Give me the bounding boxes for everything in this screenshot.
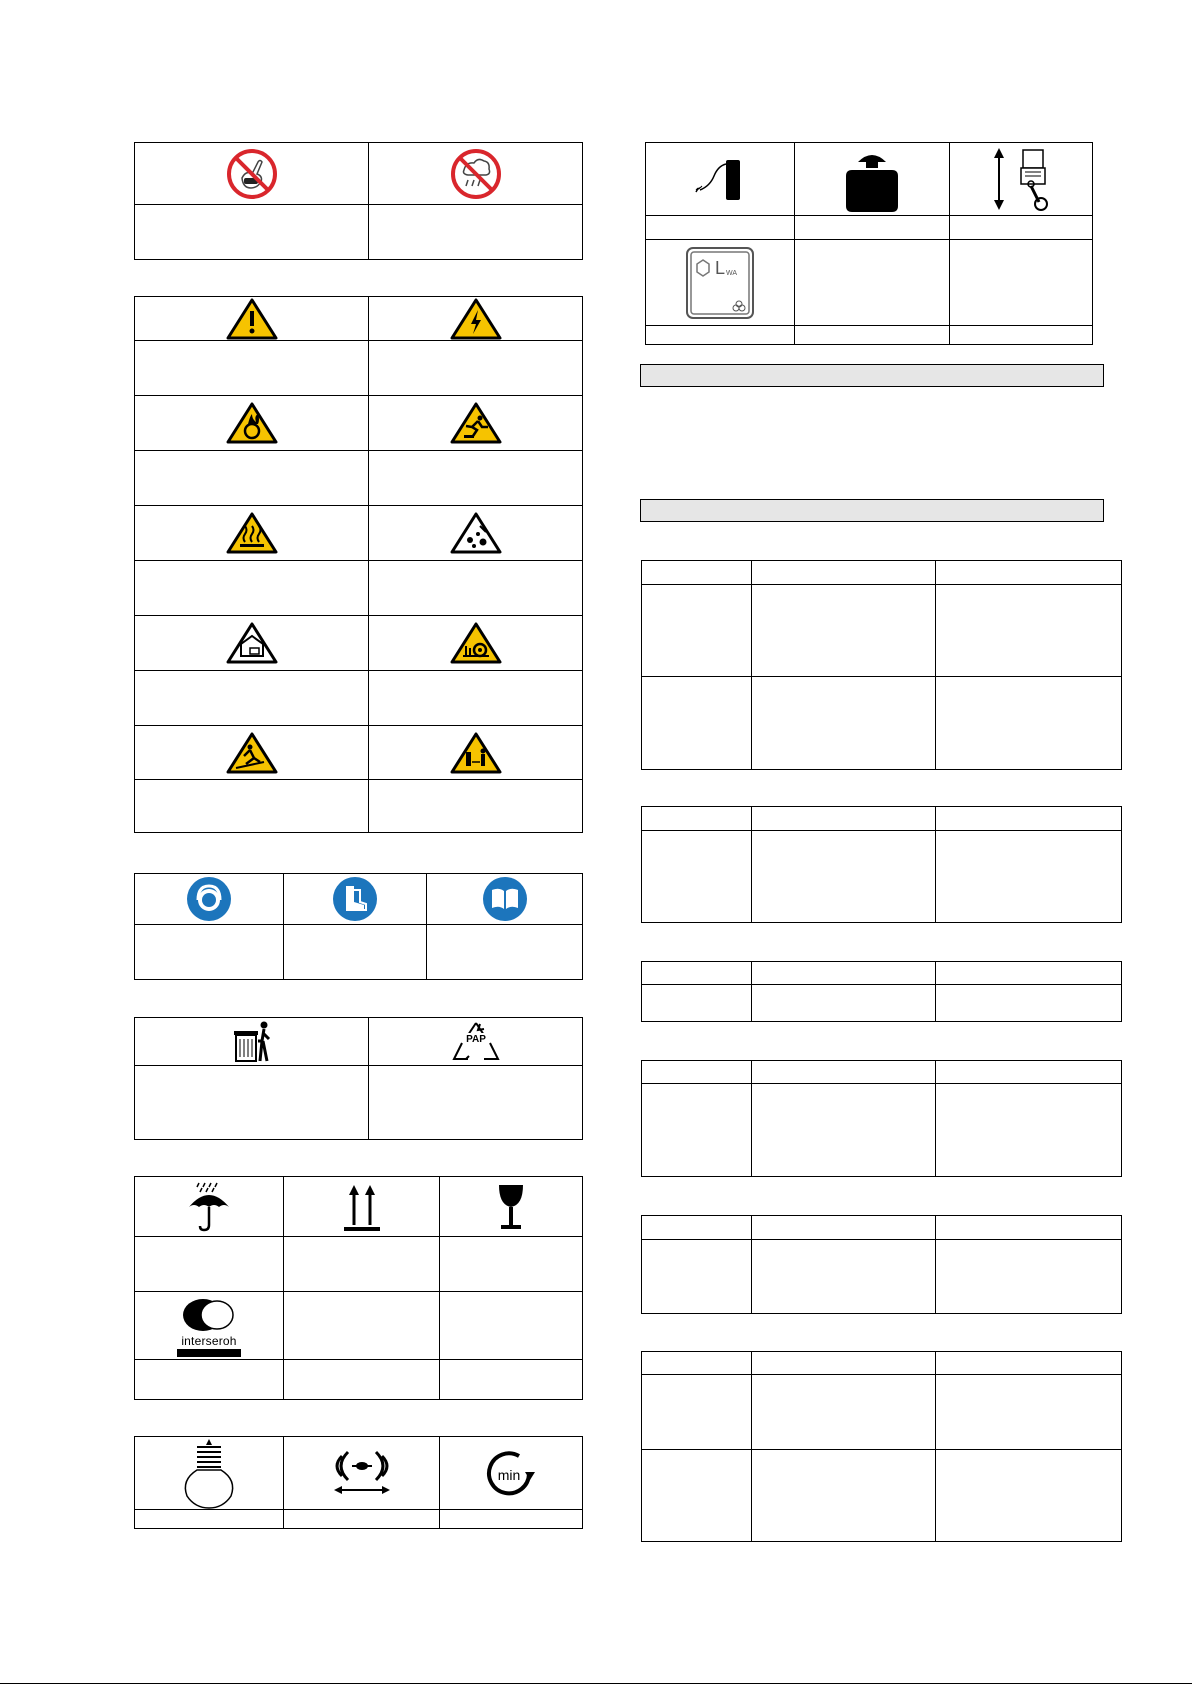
table-cell xyxy=(752,1375,936,1450)
text-cell xyxy=(440,1360,583,1400)
text-cell xyxy=(646,326,795,345)
text-cell xyxy=(135,780,369,833)
text-cell xyxy=(135,205,369,260)
sound-power-lwa-icon xyxy=(685,246,755,320)
header-cell xyxy=(642,1216,752,1240)
text-cell xyxy=(795,326,950,345)
header-cell xyxy=(752,1352,936,1375)
text-cell xyxy=(135,1360,284,1400)
table-cell xyxy=(642,985,752,1022)
text-cell xyxy=(440,1510,583,1529)
table-cell xyxy=(936,677,1122,770)
text-cell xyxy=(135,925,284,980)
interseroh-wordmark: interseroh xyxy=(181,1333,237,1348)
trip-hazard-icon xyxy=(450,402,502,444)
data-table-1 xyxy=(641,560,1122,770)
text-cell xyxy=(284,925,427,980)
general-warning-icon xyxy=(226,298,278,340)
fall-hazard-icon xyxy=(226,732,278,774)
flying-debris-cell xyxy=(369,506,583,561)
fragile-cell xyxy=(440,1177,583,1237)
table-cell xyxy=(642,1375,752,1450)
table-cell xyxy=(642,585,752,677)
header-cell xyxy=(642,1352,752,1375)
table-cell xyxy=(752,1450,936,1542)
pap-recycling-cell xyxy=(369,1018,583,1066)
bulb-cell xyxy=(135,1437,284,1510)
data-table-2 xyxy=(641,806,1122,923)
no-wet-icon xyxy=(450,148,502,200)
text-cell xyxy=(369,671,583,726)
spec-symbols-table xyxy=(134,1436,583,1529)
text-cell xyxy=(950,326,1093,345)
no-touch-cell xyxy=(135,143,369,205)
text-cell xyxy=(135,671,369,726)
wheelie-bin-cell xyxy=(135,1018,369,1066)
table-cell xyxy=(752,677,936,770)
electric-shock-cell xyxy=(369,297,583,341)
text-cell xyxy=(646,216,795,240)
table-cell xyxy=(752,985,936,1022)
flammable-cell xyxy=(135,396,369,451)
table-cell xyxy=(642,831,752,923)
wheelie-bin-crossed-icon xyxy=(230,1019,274,1065)
header-cell xyxy=(642,807,752,831)
fuel-can-cell xyxy=(646,143,795,216)
svg-text:WA: WA xyxy=(726,269,738,277)
page-bottom-rule xyxy=(0,1683,1192,1684)
text-cell xyxy=(284,1292,440,1360)
header-cell xyxy=(936,561,1122,585)
text-cell xyxy=(135,1237,284,1292)
header-cell xyxy=(642,1061,752,1084)
header-cell xyxy=(936,1216,1122,1240)
table-cell xyxy=(642,1084,752,1177)
header-cell xyxy=(642,962,752,985)
bulb-icon xyxy=(179,1437,239,1509)
interseroh-circles-icon xyxy=(177,1295,241,1335)
text-cell xyxy=(795,216,950,240)
text-cell xyxy=(135,561,369,616)
table-cell xyxy=(752,585,936,677)
svg-text:min: min xyxy=(497,1467,521,1483)
table-cell xyxy=(936,1375,1122,1450)
keep-distance-icon xyxy=(450,732,502,774)
ear-protection-cell xyxy=(135,874,284,925)
text-cell xyxy=(369,780,583,833)
table-cell xyxy=(936,1084,1122,1177)
text-cell xyxy=(135,1066,369,1140)
rpm-cell xyxy=(440,1437,583,1510)
data-table-3 xyxy=(641,961,1122,1022)
text-cell xyxy=(795,240,950,326)
section-heading-bar xyxy=(640,364,1104,387)
header-cell xyxy=(752,807,936,831)
trip-hazard-cell xyxy=(369,396,583,451)
fall-hazard-cell xyxy=(135,726,369,780)
data-table-6 xyxy=(641,1351,1122,1542)
weight-cell xyxy=(795,143,950,216)
warning-signs-table xyxy=(134,296,583,833)
width-icon xyxy=(330,1446,394,1500)
packaging-signs-table xyxy=(134,1176,583,1400)
text-cell xyxy=(369,451,583,506)
header-cell xyxy=(642,561,752,585)
ear-protection-icon xyxy=(186,876,232,922)
flying-debris-icon xyxy=(450,512,502,554)
header-cell xyxy=(752,1216,936,1240)
interseroh-bar xyxy=(177,1349,241,1357)
table-cell xyxy=(752,1084,936,1177)
spec-symbols-table-right xyxy=(645,142,1093,345)
pap-recycling-icon xyxy=(450,1019,502,1065)
flammable-icon xyxy=(226,402,278,444)
keep-distance-cell xyxy=(369,726,583,780)
table-cell xyxy=(752,1240,936,1314)
reel-entanglement-icon xyxy=(450,622,502,664)
rpm-icon xyxy=(483,1448,539,1498)
text-cell xyxy=(440,1237,583,1292)
text-cell xyxy=(950,216,1093,240)
table-cell xyxy=(936,985,1122,1022)
text-cell xyxy=(284,1360,440,1400)
header-cell xyxy=(936,962,1122,985)
this-way-up-icon xyxy=(338,1181,386,1233)
header-cell xyxy=(936,1352,1122,1375)
header-cell xyxy=(936,807,1122,831)
text-cell xyxy=(369,205,583,260)
reel-entanglement-cell xyxy=(369,616,583,671)
mandatory-signs-table xyxy=(134,873,583,980)
data-table-5 xyxy=(641,1215,1122,1314)
text-cell xyxy=(440,1292,583,1360)
keep-dry-icon xyxy=(185,1181,233,1233)
no-touch-icon xyxy=(226,148,278,200)
text-cell xyxy=(135,341,369,396)
indoor-exhaust-warning-icon xyxy=(226,622,278,664)
text-cell xyxy=(135,451,369,506)
keep-dry-cell xyxy=(135,1177,284,1237)
header-cell xyxy=(752,1061,936,1084)
safety-boots-cell xyxy=(284,874,427,925)
text-cell xyxy=(369,341,583,396)
fragile-icon xyxy=(487,1181,535,1233)
this-way-up-cell xyxy=(284,1177,440,1237)
text-cell xyxy=(369,561,583,616)
sound-power-cell xyxy=(646,240,795,326)
table-cell xyxy=(936,831,1122,923)
section-heading-bar xyxy=(640,499,1104,522)
text-cell xyxy=(284,1237,440,1292)
text-cell xyxy=(369,1066,583,1140)
interseroh-logo-cell xyxy=(135,1292,284,1360)
table-cell xyxy=(936,585,1122,677)
text-cell xyxy=(284,1510,440,1529)
header-cell xyxy=(752,962,936,985)
table-cell xyxy=(642,1240,752,1314)
svg-text:L: L xyxy=(715,257,726,278)
text-cell xyxy=(950,240,1093,326)
general-warning-cell xyxy=(135,297,369,341)
read-manual-icon xyxy=(482,876,528,922)
table-cell xyxy=(642,677,752,770)
prohibition-signs-table xyxy=(134,142,583,260)
text-cell xyxy=(427,925,583,980)
data-table-4 xyxy=(641,1060,1122,1177)
svg-text:PAP: PAP xyxy=(465,1033,486,1045)
header-cell xyxy=(752,561,936,585)
interseroh-logo xyxy=(177,1295,241,1357)
disposal-signs-table xyxy=(134,1017,583,1140)
electric-shock-icon xyxy=(450,298,502,340)
header-cell xyxy=(936,1061,1122,1084)
width-cell xyxy=(284,1437,440,1510)
table-cell xyxy=(936,1450,1122,1542)
table-cell xyxy=(936,1240,1122,1314)
no-wet-cell xyxy=(369,143,583,205)
stroke-piston-icon xyxy=(989,146,1053,212)
table-cell xyxy=(752,831,936,923)
table-cell xyxy=(642,1450,752,1542)
read-manual-cell xyxy=(427,874,583,925)
weight-icon xyxy=(844,146,900,212)
hot-surface-icon xyxy=(226,512,278,554)
hot-surface-cell xyxy=(135,506,369,561)
indoor-exhaust-cell xyxy=(135,616,369,671)
stroke-piston-cell xyxy=(950,143,1093,216)
text-cell xyxy=(135,1510,284,1529)
fuel-can-icon xyxy=(688,154,752,204)
safety-boots-icon xyxy=(332,876,378,922)
